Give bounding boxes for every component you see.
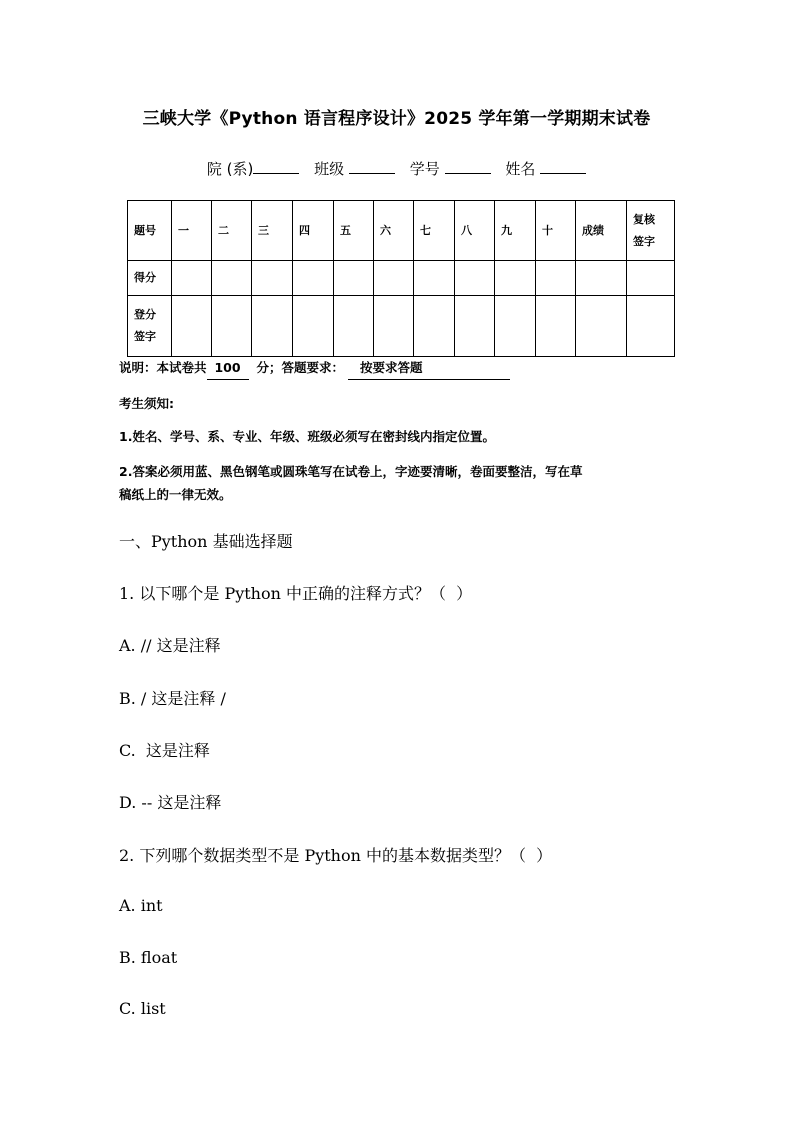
table-header-cell: 一 (172, 201, 212, 261)
score-cell[interactable] (576, 261, 627, 296)
question-1-option-b: B. / 这是注释 / (119, 689, 226, 708)
total-score: 100 (207, 357, 249, 380)
score-row (128, 261, 675, 296)
register-cell[interactable] (334, 296, 374, 357)
register-cell[interactable] (536, 296, 576, 357)
question-1-option-c: C. 这是注释 (119, 741, 210, 760)
notice-item-2-line2: 稿纸上的一律无效。 (119, 487, 232, 502)
score-cell[interactable] (172, 261, 212, 296)
register-cell[interactable] (252, 296, 293, 357)
question-1-option-a: A. // 这是注释 (119, 636, 221, 655)
score-cell[interactable] (212, 261, 252, 296)
exam-description: 说明：本试卷共 100 分；答题要求： 按要求答题 (119, 357, 679, 380)
name-label: 姓名 (505, 160, 536, 178)
question-2-stem: 2. 下列哪个数据类型不是 Python 中的基本数据类型？（ ） (119, 846, 553, 865)
table-header-cell: 三 (252, 201, 293, 261)
class-blank (349, 159, 395, 174)
score-table (127, 200, 675, 357)
student-id-label: 学号 (409, 160, 440, 178)
register-cell[interactable] (576, 296, 627, 357)
question-2-option-a: A. int (119, 896, 163, 915)
table-header-cell: 六 (374, 201, 414, 261)
score-cell[interactable] (334, 261, 374, 296)
question-1-stem: 1. 以下哪个是 Python 中正确的注释方式？（ ） (119, 584, 473, 603)
dept-label: 院 (系) (206, 160, 254, 178)
score-cell[interactable] (455, 261, 495, 296)
score-cell[interactable] (414, 261, 455, 296)
class-label: 班级 (314, 160, 345, 178)
register-cell[interactable] (172, 296, 212, 357)
table-header-cell: 八 (455, 201, 495, 261)
table-header-cell: 七 (414, 201, 455, 261)
score-cell[interactable] (536, 261, 576, 296)
register-row (128, 296, 675, 357)
register-cell[interactable] (374, 296, 414, 357)
score-cell[interactable] (293, 261, 334, 296)
table-header-cell: 二 (212, 201, 252, 261)
name-blank (540, 159, 586, 174)
table-header-cell: 十 (536, 201, 576, 261)
register-cell[interactable] (293, 296, 334, 357)
table-header-cell: 成绩 (576, 201, 627, 261)
question-2-option-c: C. list (119, 999, 166, 1018)
table-header-cell: 九 (495, 201, 536, 261)
register-cell[interactable] (455, 296, 495, 357)
student-info-line (0, 158, 793, 179)
notice-item-1: 1.姓名、学号、系、专业、年级、班级必须写在密封线内指定位置。 (119, 429, 495, 444)
score-row-label: 得分 (128, 261, 172, 296)
question-1-option-d: D. -- 这是注释 (119, 793, 222, 812)
notice-heading: 考生须知: (119, 396, 174, 411)
notice-item-2-line1: 2.答案必须用蓝、黑色钢笔或圆珠笔写在试卷上，字迹要清晰，卷面要整洁，写在草 (119, 464, 583, 479)
table-header-row (128, 201, 675, 261)
register-cell[interactable] (495, 296, 536, 357)
register-cell[interactable] (627, 296, 675, 357)
table-header-cell: 题号 (128, 201, 172, 261)
register-cell[interactable] (414, 296, 455, 357)
section-heading: 一、Python 基础选择题 (119, 532, 293, 551)
question-2-option-b: B. float (119, 948, 178, 967)
score-cell[interactable] (252, 261, 293, 296)
exam-title: 三峡大学《Python 语言程序设计》2025 学年第一学期期末试卷 (142, 109, 651, 129)
register-row-label: 登分 签字 (128, 296, 172, 357)
table-header-cell: 四 (293, 201, 334, 261)
score-cell[interactable] (495, 261, 536, 296)
score-cell[interactable] (374, 261, 414, 296)
dept-blank (253, 159, 299, 174)
score-cell[interactable] (627, 261, 675, 296)
register-cell[interactable] (212, 296, 252, 357)
review-sign-header: 复核 签字 (627, 201, 675, 261)
table-header-cell: 五 (334, 201, 374, 261)
student-id-blank (445, 159, 491, 174)
answer-requirement: 按要求答题 (348, 357, 510, 380)
